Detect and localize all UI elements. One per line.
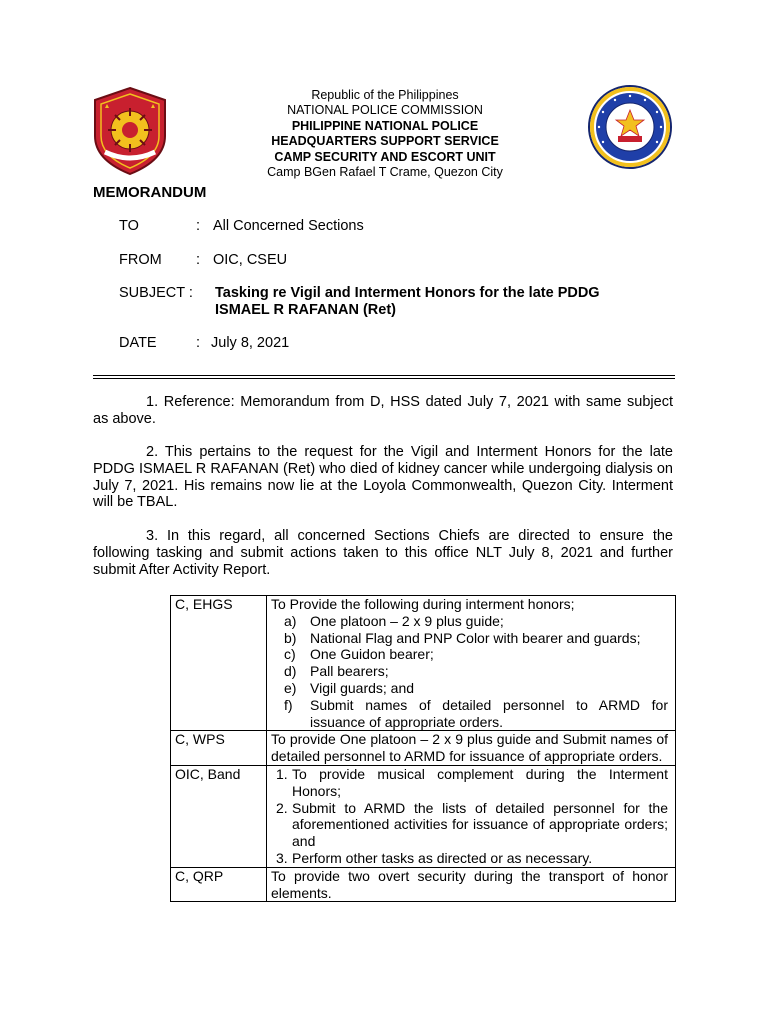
memo-title: MEMORANDUM	[93, 184, 207, 201]
unit-cell: C, EHGS	[171, 596, 267, 731]
list-text: Submit to ARMD the lists of detailed personnel for the aforementioned activities for issuance of appropriate orders; and	[292, 799, 668, 850]
task-cell	[267, 596, 676, 731]
list-marker: 2.	[276, 799, 288, 816]
list-text: One platoon – 2 x 9 plus guide;	[310, 612, 504, 629]
list-marker: a)	[284, 612, 297, 629]
list-item	[271, 646, 668, 663]
task-cell: To provide two overt security during the transport of honor elements.	[267, 867, 676, 902]
list-marker: c)	[284, 646, 296, 663]
paragraph-reference: 1. Reference: Memorandum from D, HSS dated July 7, 2021 with same subject as above.	[93, 394, 673, 427]
unit-cell: OIC, Band	[171, 765, 267, 867]
table-row	[171, 596, 676, 731]
letterhead-line: Republic of the Philippines	[311, 88, 459, 102]
list-marker: e)	[284, 679, 297, 696]
letterhead-line: CAMP SECURITY AND ESCORT UNIT	[274, 149, 496, 164]
list-text: One Guidon bearer;	[310, 646, 434, 663]
subject-label: SUBJECT :	[119, 285, 193, 301]
letterhead-address: Camp BGen Rafael T Crame, Quezon City	[267, 165, 503, 180]
list-text: Perform other tasks as directed or as necessary.	[292, 849, 593, 866]
unit-cell: C, WPS	[171, 731, 267, 766]
letterhead-line: HEADQUARTERS SUPPORT SERVICE	[271, 134, 499, 149]
to-label: TO	[119, 218, 139, 234]
subject-value: Tasking re Vigil and Interment Honors for the late PDDG ISMAEL R RAFANAN (Ret)	[215, 285, 600, 318]
table-row	[171, 765, 676, 867]
letterhead	[250, 88, 520, 180]
list-item	[271, 680, 668, 697]
list-item	[271, 766, 668, 800]
task-intro: To Provide the following during interment honors;	[271, 596, 575, 612]
hss-seal-icon	[587, 84, 673, 170]
date-value: July 8, 2021	[211, 335, 290, 351]
list-marker: 1.	[276, 765, 288, 782]
list-text: National Flag and PNP Color with bearer and guards;	[310, 629, 641, 646]
task-cell: To provide One platoon – 2 x 9 plus guide and Submit names of detailed personnel to ARMD for issuance of appropriate orders.	[267, 731, 676, 766]
table-row	[171, 731, 676, 766]
list-text: Submit names of detailed personnel to ARMD for issuance of appropriate orders.	[310, 696, 668, 730]
list-item	[271, 850, 668, 867]
to-colon: :	[196, 218, 201, 234]
list-marker: d)	[284, 663, 297, 680]
from-value: OIC, CSEU	[213, 252, 288, 268]
from-label: FROM	[119, 252, 162, 268]
list-text: Vigil guards; and	[310, 679, 415, 696]
list-item	[271, 613, 668, 630]
list-item	[271, 800, 668, 850]
list-item	[271, 663, 668, 680]
list-item	[271, 697, 668, 731]
task-cell	[267, 765, 676, 867]
list-text: To provide musical complement during the Interment Honors;	[292, 765, 668, 799]
letterhead-line: NATIONAL POLICE COMMISSION	[287, 103, 483, 118]
paragraph-directive: 3. In this regard, all concerned Sections Chiefs are directed to ensure the following tasking and submit actions taken to this office NLT July 8, 2021 and further submit After Activity Report.	[93, 528, 673, 578]
tasking-table	[170, 595, 676, 902]
letterhead-line: PHILIPPINE NATIONAL POLICE	[291, 118, 479, 133]
to-value: All Concerned Sections	[213, 218, 364, 234]
divider	[93, 378, 675, 379]
divider	[93, 375, 675, 376]
table-row	[171, 867, 676, 902]
from-colon: :	[196, 252, 201, 268]
date-label: DATE	[119, 335, 157, 351]
list-text: Pall bearers;	[310, 663, 389, 680]
pnp-logo-icon	[91, 86, 169, 176]
unit-cell: C, QRP	[171, 867, 267, 902]
date-colon: :	[196, 335, 201, 351]
list-marker: f)	[284, 696, 293, 713]
list-item	[271, 630, 668, 647]
paragraph-request: 2. This pertains to the request for the Vigil and Interment Honors for the late PDDG ISMAEL R RAFANAN (Ret) who died of kidney cancer while undergoing dialysis on July 7, 2021. His remains now lie at the Loyola Commonwealth, Quezon City. Interment will be TBAL.	[93, 444, 673, 511]
list-marker: 3.	[276, 849, 288, 866]
list-marker: b)	[284, 629, 297, 646]
